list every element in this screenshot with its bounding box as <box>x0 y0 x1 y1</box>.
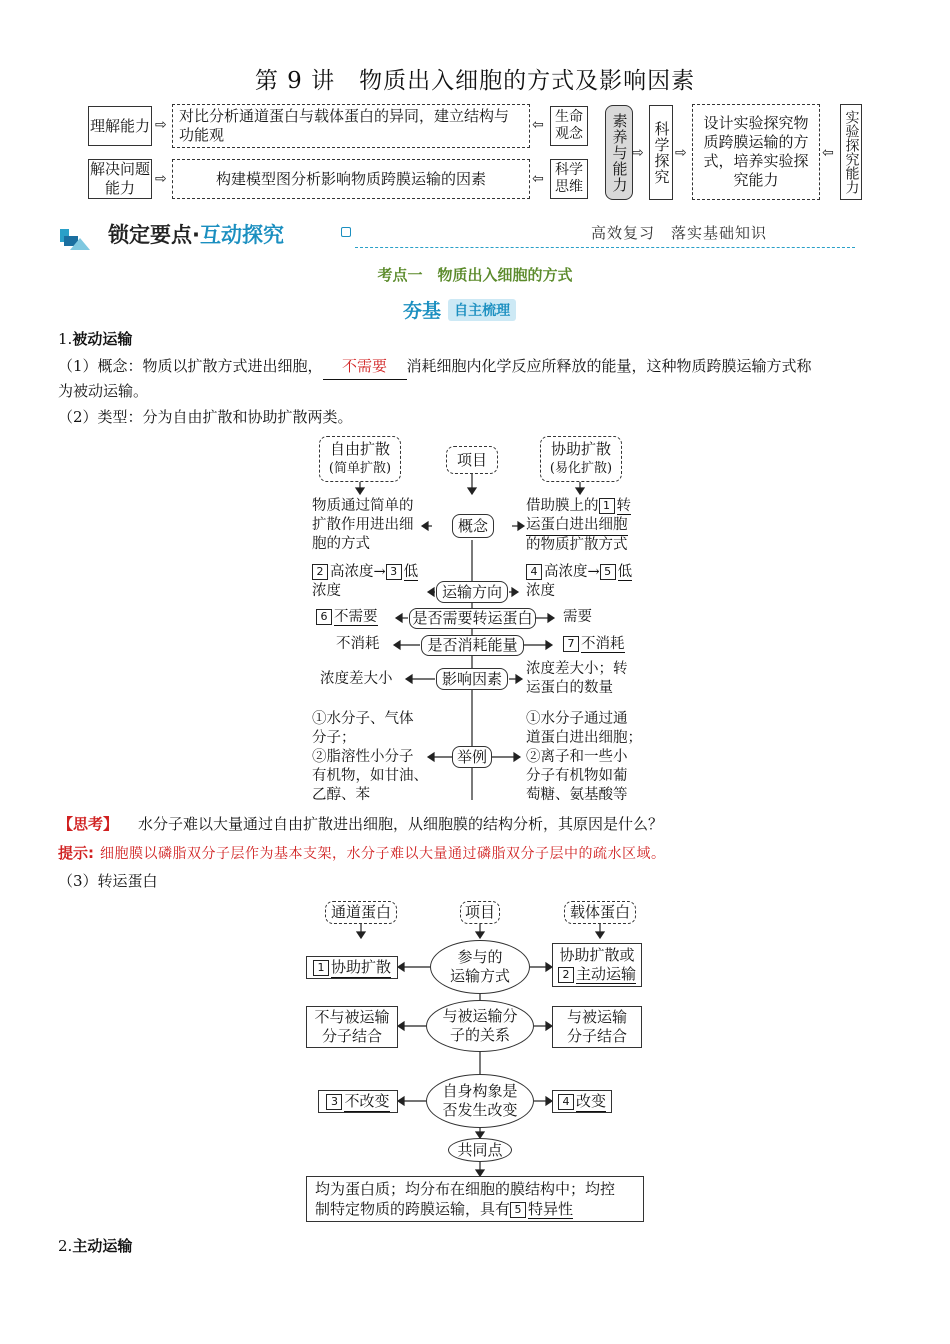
banner-title-dot: · <box>192 223 200 247</box>
blank-number: 2 <box>558 967 574 983</box>
ability-problem-solving: 解决问题能力 <box>89 160 150 197</box>
free-concept-line: 物质通过简单的 <box>312 498 414 514</box>
facilitated-example-line: 分子有机物如葡 <box>526 768 628 784</box>
objective-2-desc: 构建模型图分析影响物质跨膜运输的因素 <box>172 159 530 199</box>
heading-text: 被动运输 <box>72 330 133 348</box>
think-label: 【思考】 <box>58 815 119 833</box>
subsection-a: 夯基 <box>403 300 442 322</box>
row-direction: 运输方向 <box>436 581 508 603</box>
free-example-line: 有机物，如甘油、 <box>312 768 428 784</box>
free-example-line: 乙醇、苯 <box>312 787 370 803</box>
facilitated-example-line: 道蛋白进出细胞； <box>526 730 642 746</box>
paragraph-concept <box>58 354 898 380</box>
free-direction-a: 高浓度→ <box>330 564 386 580</box>
free-concept-line: 扩散作用进出细 <box>312 517 414 533</box>
tag-scientific-thinking: 科学思维 <box>550 159 588 199</box>
carrier-relation <box>552 1006 642 1048</box>
oval-conformation <box>426 1074 534 1128</box>
tag-experimental-ability: 实验探究能力 <box>840 104 862 200</box>
channel-transport-mode-value: 协助扩散 <box>330 957 391 976</box>
header-facilitated-diffusion-1: 协助扩散 <box>550 440 611 458</box>
think-text: 水分子难以大量通过自由扩散进出细胞，从细胞膜的结构分析，其原因是什么？ <box>138 815 664 833</box>
free-factor-text: 浓度差大小 <box>320 671 393 687</box>
free-protein-value: 不需要 <box>334 609 378 625</box>
paragraph-concept-cont: 为被动运输。 <box>58 382 149 400</box>
channel-conformation <box>318 1090 398 1113</box>
blank-number: 2 <box>312 564 328 580</box>
tag-life-concept: 生命观念 <box>550 106 588 146</box>
carrier-transport-mode-a: 协助扩散或 <box>559 946 635 964</box>
free-concept-line: 胞的方式 <box>312 536 370 552</box>
header-channel-protein: 通道蛋白 <box>325 901 397 924</box>
header-free-diffusion-2: (简单扩散) <box>328 461 392 476</box>
channel-relation-line: 不与被运输 <box>314 1008 390 1026</box>
header-carrier-protein: 载体蛋白 <box>564 901 636 924</box>
free-example-line: ②脂溶性小分子 <box>312 749 414 765</box>
header-free-diffusion-1: 自由扩散 <box>329 440 390 458</box>
heading-num: 2. <box>58 1237 73 1255</box>
core-literacy-box: 素养与能力 <box>605 105 633 200</box>
oval-common: 共同点 <box>448 1138 512 1162</box>
oval-transport-mode <box>430 940 530 994</box>
common-line-1: 均为蛋白质；均分布在细胞的膜结构中；均控 <box>315 1180 616 1198</box>
row-energy: 是否消耗能量 <box>421 635 524 656</box>
banner-title-b: 互动探究 <box>199 223 284 247</box>
oval-line: 否发生改变 <box>442 1101 518 1119</box>
oval-relation <box>426 1000 534 1052</box>
hint-label: 提示: <box>58 844 94 862</box>
free-example-line: 分子； <box>312 730 356 746</box>
concept-text-b: 消耗细胞内化学反应所释放的能量，这种物质跨膜运输方式称 <box>406 357 812 375</box>
facilitated-energy-value: 不消耗 <box>581 636 625 652</box>
objective-1-desc: 对比分析通道蛋白与载体蛋白的异同，建立结构与功能观 <box>172 104 530 148</box>
banner-title-a: 锁定要点 <box>108 223 192 247</box>
banner-title <box>108 219 284 249</box>
channel-transport-mode <box>306 956 398 979</box>
row-example: 举例 <box>452 746 492 768</box>
channel-conformation-value: 不改变 <box>344 1091 390 1110</box>
blank-number: 1 <box>599 498 615 514</box>
header-item: 项目 <box>460 901 500 924</box>
free-example-text <box>312 710 428 805</box>
banner-subtitle: 高效复习 落实基础知识 <box>585 222 773 243</box>
blank-number: 1 <box>313 960 329 976</box>
heading-passive-transport <box>58 327 898 352</box>
header-facilitated-diffusion-2: (易化扩散) <box>549 461 613 476</box>
section-title: 考点一 物质出入细胞的方式 <box>377 266 573 284</box>
facilitated-factor-text <box>526 660 628 698</box>
facilitated-factor-line: 浓度差大小；转 <box>526 661 628 677</box>
oval-line: 与被运输分 <box>442 1007 518 1025</box>
header-facilitated-diffusion <box>540 436 622 482</box>
heading-active-transport <box>58 1234 898 1259</box>
heading-text: 主动运输 <box>72 1237 133 1255</box>
blank-number: 6 <box>316 609 332 625</box>
facilitated-concept-a: 借助膜上的 <box>526 498 599 514</box>
facilitated-example-text <box>526 710 642 805</box>
row-concept: 概念 <box>452 514 494 538</box>
arrow-icon: ⇨ <box>675 145 687 161</box>
free-concept-text <box>312 497 414 554</box>
carrier-conformation <box>552 1090 612 1113</box>
subsection-title <box>403 296 516 323</box>
blank-number: 4 <box>558 1094 574 1110</box>
common-line-2a: 制特定物质的跨膜运输，具有 <box>315 1200 511 1218</box>
hint-text: 细胞膜以磷脂双分子层作为基本支架，水分子难以大量通过磷脂双分子层中的疏水区域。 <box>100 846 666 862</box>
free-direction-low: 低 <box>403 564 419 580</box>
arrow-icon: ⇦ <box>822 145 834 161</box>
common-points-box <box>306 1176 644 1222</box>
free-example-line: ①水分子、气体 <box>312 711 414 727</box>
facilitated-direction-low: 低 <box>617 564 633 580</box>
free-protein-text <box>316 608 378 627</box>
facilitated-concept-line: 的物质扩散方式 <box>526 537 628 553</box>
oval-line: 子的关系 <box>449 1026 510 1044</box>
concept-text-a: （1）概念：物质以扩散方式进出细胞， <box>58 357 323 375</box>
arrow-icon: ⇦ <box>532 117 544 133</box>
objective-3-desc: 设计实验探究物质跨膜运输的方式，培养实验探究能力 <box>692 104 820 200</box>
facilitated-energy-text <box>563 635 625 654</box>
channel-relation-line: 分子结合 <box>321 1027 382 1045</box>
arrow-icon: ⇨ <box>155 117 167 133</box>
heading-num: 1. <box>58 330 73 348</box>
think-question <box>58 812 898 837</box>
arrow-icon: ⇨ <box>155 171 167 187</box>
hint <box>58 841 898 867</box>
carrier-transport-mode-b: 主动运输 <box>575 965 636 983</box>
blank-number: 7 <box>563 636 579 652</box>
channel-relation <box>306 1006 398 1048</box>
carrier-transport-mode <box>552 943 642 987</box>
blank-number: 3 <box>326 1094 342 1110</box>
banner-square-icon <box>341 227 351 237</box>
arrow-icon: ⇦ <box>532 171 544 187</box>
carrier-conformation-value: 改变 <box>575 1091 606 1110</box>
free-direction-b: 浓度 <box>312 583 341 599</box>
facilitated-concept-b: 转 <box>616 498 631 514</box>
oval-line: 自身构象是 <box>442 1082 518 1100</box>
paragraph-transport-protein: （3）转运蛋白 <box>58 872 158 890</box>
free-energy-text: 不消耗 <box>336 636 380 652</box>
facilitated-example-line: ②离子和一些小 <box>526 749 628 765</box>
banner-divider <box>355 247 855 248</box>
blank-number: 5 <box>510 1202 526 1218</box>
page-title: 第 9 讲 物质出入细胞的方式及影响因素 <box>254 68 696 94</box>
facilitated-protein-text: 需要 <box>563 609 592 625</box>
blank-number: 5 <box>600 564 616 580</box>
subsection-b: 自主梳理 <box>448 299 516 321</box>
blank-number: 4 <box>526 564 542 580</box>
common-line-2b: 特异性 <box>528 1200 574 1218</box>
row-protein: 是否需要转运蛋白 <box>409 608 536 629</box>
facilitated-concept-line: 运蛋白进出细胞 <box>526 516 628 536</box>
facilitated-factor-line: 运蛋白的数量 <box>526 680 613 696</box>
concept-blank: 不需要 <box>323 354 407 380</box>
blank-number: 3 <box>386 564 402 580</box>
oval-line: 参与的 <box>457 948 503 966</box>
facilitated-example-line: ①水分子通过通 <box>526 711 628 727</box>
header-item: 项目 <box>446 446 498 474</box>
tag-scientific-inquiry: 科学探究 <box>649 105 673 200</box>
paragraph-types: （2）类型：分为自由扩散和协助扩散两类。 <box>58 408 353 426</box>
facilitated-direction-a: 高浓度→ <box>544 564 600 580</box>
facilitated-direction-text <box>526 563 632 601</box>
arrow-icon: ⇨ <box>632 145 644 161</box>
facilitated-direction-b: 浓度 <box>526 583 555 599</box>
oval-line: 运输方式 <box>449 967 510 985</box>
ability-understanding: 理解能力 <box>88 106 152 146</box>
header-free-diffusion <box>319 436 401 482</box>
carrier-relation-line: 与被运输 <box>566 1008 627 1026</box>
carrier-relation-line: 分子结合 <box>566 1027 627 1045</box>
row-factor: 影响因素 <box>436 668 508 690</box>
facilitated-concept-text <box>526 497 631 555</box>
facilitated-example-line: 萄糖、氨基酸等 <box>526 787 628 803</box>
free-direction-text <box>312 563 418 601</box>
